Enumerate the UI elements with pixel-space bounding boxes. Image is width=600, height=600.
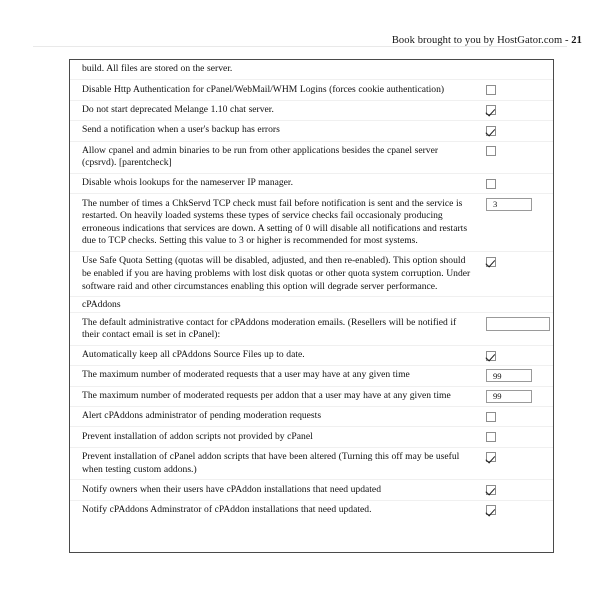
settings-row-list [70, 60, 553, 520]
number-input[interactable] [486, 390, 532, 403]
page-number: 21 [571, 35, 582, 46]
settings-row [70, 313, 553, 346]
checkbox-checked[interactable] [486, 452, 496, 462]
setting-label: The default administrative contact for cPAddons moderation emails. (Resellers will be notified if their contact email is set in cPanel): [82, 316, 457, 341]
setting-label: The maximum number of moderated requests per addon that a user may have at any given time [82, 389, 451, 401]
number-input[interactable] [486, 369, 532, 382]
setting-label: Notify owners when their users have cPAddon installations that need updated [82, 483, 381, 495]
checkbox-unchecked[interactable] [486, 146, 496, 156]
checkbox-checked[interactable] [486, 485, 496, 495]
settings-row [70, 427, 553, 447]
setting-control [481, 124, 553, 137]
settings-row [70, 366, 553, 386]
checkbox-checked[interactable] [486, 257, 496, 267]
checkbox-unchecked[interactable] [486, 179, 496, 189]
setting-control [481, 198, 553, 211]
setting-control [481, 369, 553, 382]
setting-control [481, 145, 553, 158]
checkbox-unchecked[interactable] [486, 432, 496, 442]
setting-label: Disable Http Authentication for cPanel/WebMail/WHM Logins (forces cookie authentication) [82, 83, 445, 95]
setting-label: Automatically keep all cPAddons Source Files up to date. [82, 349, 305, 361]
settings-row [70, 387, 553, 407]
settings-row [70, 407, 553, 427]
setting-label: Send a notification when a user's backup has errors [82, 124, 280, 136]
setting-label: Do not start deprecated Melange 1.10 chat server. [82, 103, 274, 115]
checkbox-checked[interactable] [486, 105, 496, 115]
setting-label: Use Safe Quota Setting (quotas will be disabled, adjusted, and then re-enabled). This option should be enabled if you are having problems with lost disk quotas or other quota system corruption. Under software raid and other circumstances enabling this option will degrade server performance. [82, 255, 471, 292]
settings-row [70, 142, 553, 175]
checkbox-checked[interactable] [486, 505, 496, 515]
checkbox-checked[interactable] [486, 126, 496, 136]
header-divider [33, 46, 567, 47]
setting-label: Allow cpanel and admin binaries to be run from other applications besides the cpanel server (cpsrvd). [parentcheck] [82, 144, 439, 169]
settings-row [70, 480, 553, 500]
setting-label: Prevent installation of cPanel addon scripts that have been altered (Turning this off may be useful when testing custom addons.) [82, 450, 460, 475]
setting-control [481, 317, 553, 331]
setting-label: Alert cPAddons administrator of pending moderation requests [82, 410, 322, 422]
settings-row [70, 101, 553, 121]
settings-row [70, 60, 553, 80]
setting-label: Prevent installation of addon scripts not provided by cPanel [82, 430, 313, 442]
setting-control [481, 349, 553, 362]
settings-row [70, 448, 553, 481]
setting-label: The number of times a ChkServd TCP check must fail before notification is sent and the service is restarted. On heavily loaded systems these types of service checks fail occasionaly producing erroneous indications that services are down. A setting of 0 will disable all notifications and restarts due to TCP checks. Setting this value to 3 or higher is recommended for most systems. [82, 197, 468, 247]
setting-control [481, 390, 553, 403]
settings-row [70, 501, 553, 520]
settings-row [70, 346, 553, 366]
setting-control [481, 431, 553, 444]
setting-control [481, 84, 553, 97]
checkbox-unchecked[interactable] [486, 85, 496, 95]
settings-panel [69, 59, 554, 553]
email-input[interactable] [486, 317, 550, 331]
setting-control [481, 410, 553, 423]
settings-row [70, 297, 553, 313]
settings-row [70, 80, 553, 100]
setting-control [481, 484, 553, 497]
setting-control [481, 255, 553, 268]
setting-label: Notify cPAddons Adminstrator of cPAddon installations that need updated. [82, 503, 372, 515]
settings-row [70, 174, 553, 194]
number-input[interactable] [486, 198, 532, 211]
setting-control [481, 451, 553, 464]
section-heading: cPAddons [82, 299, 121, 311]
setting-label: Disable whois lookups for the nameserver IP manager. [82, 177, 293, 189]
settings-row [70, 194, 553, 252]
setting-label: build. All files are stored on the server. [82, 63, 233, 75]
header-book-credit: Book brought to you by HostGator.com - [391, 35, 572, 46]
setting-control [481, 504, 553, 517]
checkbox-unchecked[interactable] [486, 412, 496, 422]
setting-control [481, 177, 553, 190]
setting-control [481, 63, 553, 76]
settings-row [70, 121, 553, 141]
setting-control [481, 104, 553, 117]
setting-label: The maximum number of moderated requests that a user may have at any given time [82, 369, 410, 381]
header-text [392, 35, 582, 46]
settings-row [70, 252, 553, 297]
checkbox-checked[interactable] [486, 351, 496, 361]
